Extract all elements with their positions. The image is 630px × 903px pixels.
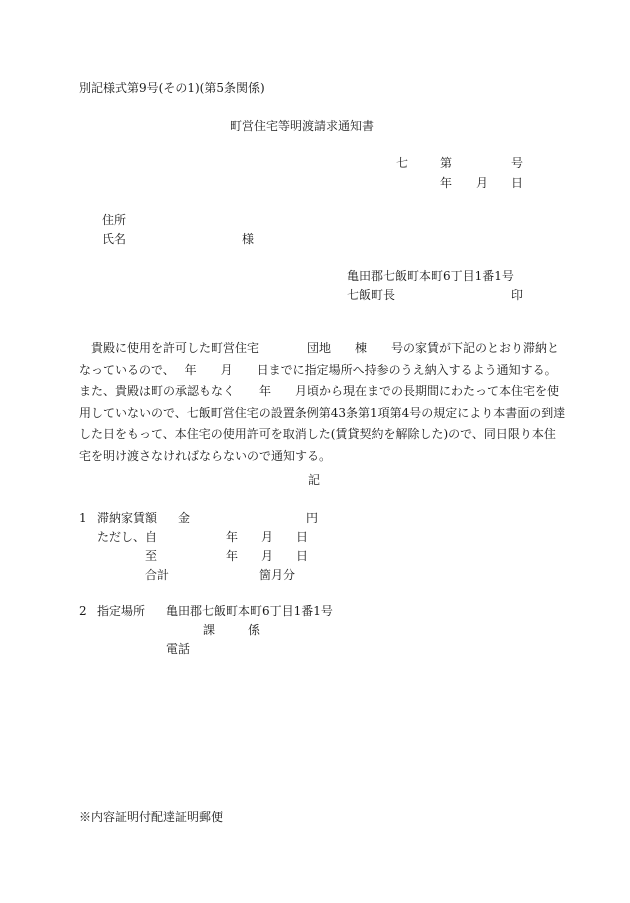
item1-to-year: 年 [226,549,239,563]
item2-kakari: 係 [248,623,261,637]
doc-number-prefix: 七 [396,156,409,170]
item1-kin: 金 [178,511,191,525]
item1-to-month: 月 [261,549,274,563]
recipient-honorific: 様 [242,232,255,246]
item2-address: 亀田郡七飯町本町6丁目1番1号 [166,604,333,618]
item2-ka: 課 [203,623,216,637]
item1-itaru: 至 [145,549,158,563]
form-reference: 別記様式第9号(その1)(第5条関係) [79,81,265,95]
item1-yen: 円 [306,511,319,525]
body-paragraph [79,338,566,467]
document-title: 町営住宅等明渡請求通知書 [230,119,375,133]
ki-heading: 記 [308,473,321,487]
body-line: した日をもって、本住宅の使用許可を取消した(賃貸契約を解除した)ので、同日限り本住 [79,427,556,441]
item2-phone: 電話 [166,642,191,656]
footer-note: ※内容証明付配達証明郵便 [79,810,224,824]
body-line: 用していないので、七飯町営住宅の設置条例第43条第1項第4号の規定により本書面の到達 [79,405,566,420]
doc-number-dai: 第 [440,156,453,170]
recipient-address-label: 住所 [102,213,127,227]
body-line: 宅を明け渡さなければならないので通知する。 [79,448,332,463]
item1-months: 箇月分 [259,568,296,582]
item1-from-day: 日 [296,530,309,544]
body-line: なっているので、 年 月 日までに指定場所へ持参のうえ納入するよう通知する。 [79,362,557,377]
sender-seal: 印 [511,288,524,302]
item1-tadashi: ただし、自 [97,530,158,544]
body-line: 貴殿に使用を許可した町営住宅 団地 棟 号の家賃が下記のとおり滞納と [79,341,560,355]
item2-number: 2 [79,604,87,618]
date-day: 日 [511,176,524,190]
item1-label: 滞納家賃額 [97,511,158,525]
date-month: 月 [476,176,489,190]
sender-title: 七飯町長 [347,288,396,302]
recipient-name-label: 氏名 [102,232,127,246]
date-year: 年 [440,176,453,190]
item2-label: 指定場所 [97,604,146,618]
sender-address: 亀田郡七飯町本町6丁目1番1号 [347,269,514,283]
item1-from-month: 月 [261,530,274,544]
item1-number: 1 [79,511,87,525]
item1-total: 合計 [145,568,170,582]
item1-from-year: 年 [226,530,239,544]
body-line: また、貴殿は町の承認もなく 年 月頃から現在までの長期間にわたって本住宅を使 [79,384,560,398]
doc-number-go: 号 [511,156,524,170]
item1-to-day: 日 [296,549,309,563]
